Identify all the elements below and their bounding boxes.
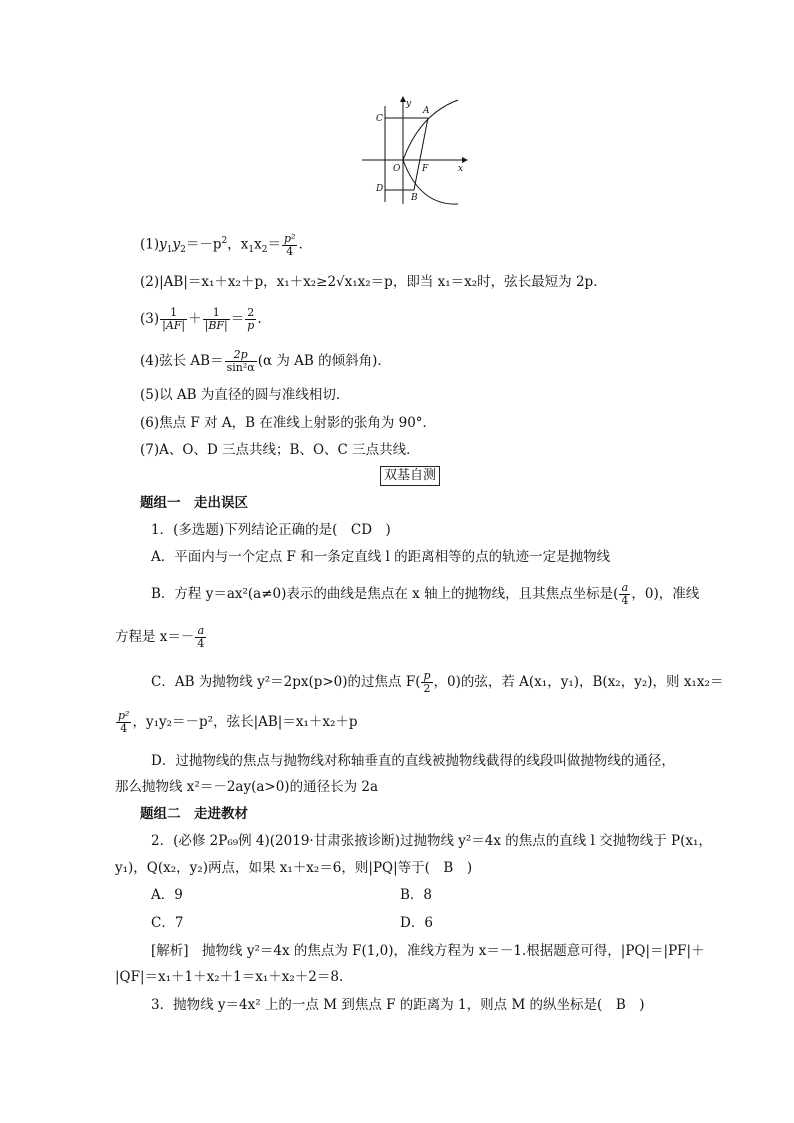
property-5: (5)以 AB 为直径的圆与准线相切． (140, 387, 350, 403)
question-1-option-b-cont: 方程是 x＝－ $\frac{a}{4}$ (115, 624, 205, 650)
question-3: 3．抛物线 y＝4x² 上的一点 M 到焦点 F 的距离为 1，则点 M 的纵坐标是( B ) (151, 997, 645, 1013)
parabola-figure (358, 94, 470, 206)
solution-line-1: [解析] 抛物线 y²＝4x 的焦点为 F(1,0)，准线方程为 x＝－1.根据题意可得，|PQ|＝|PF|＋ (151, 943, 705, 959)
property-7: (7)A、O、D 三点共线；B、O、C 三点共线． (140, 442, 420, 458)
question-1-option-d-cont: 那么抛物线 x²＝－2ay(a>0)的通径长为 2a (115, 779, 378, 795)
label-C: C (376, 114, 383, 124)
question-1: 1．(多选题)下列结论正确的是( CD ) (151, 522, 391, 538)
question-1-option-a: A．平面内与一个定点 F 和一条定直线 l 的距离相等的点的轨迹一定是抛物线 (151, 549, 611, 565)
question-2-option-b: B．8 (400, 887, 433, 903)
label-y: y (406, 99, 412, 109)
question-2: 2．(必修 2P₆₉例 4)(2019·甘肃张掖诊断)过抛物线 y²＝4x 的焦点的直线 l 交抛物线于 P(x₁， (151, 833, 712, 849)
solution-line-2: |QF|＝x₁＋1＋x₂＋1＝x₁＋x₂＋2＝8. (115, 969, 344, 985)
property-1: $(1)y_1y_2=-p^2$，$x_1x_2=$ $\frac{\text{p²}}{4}$ . (140, 231, 303, 258)
section-box-title: 双基自测 (380, 466, 440, 486)
question-1-option-c: C．AB 为抛物线 y²＝2px(p>0)的过焦点 F( $\frac{p}{2}$ ，0)的弦，若 A(x₁，y₁)，B(x₂，y₂)，则 x₁x₂＝ (151, 669, 724, 695)
question-2-option-a: A．9 (151, 887, 183, 903)
label-D: D (376, 184, 384, 194)
label-A: A (423, 106, 430, 116)
label-B: B (411, 193, 418, 203)
parabola-curve (403, 100, 458, 204)
group-2-heading: 题组二 走进教材 (140, 806, 248, 822)
chord-AB (414, 118, 428, 190)
x-axis-arrow (462, 157, 468, 163)
property-6: (6)焦点 F 对 A，B 在准线上射影的张角为 90°． (140, 415, 437, 431)
question-1-option-d: D．过抛物线的焦点与抛物线对称轴垂直的直线被抛物线截得的线段叫做抛物线的通径， (151, 753, 675, 769)
question-2-option-d: D．6 (400, 915, 433, 931)
property-2: (2)|AB|＝x₁＋x₂＋p，x₁＋x₂≥2√x₁x₂＝p，即当 x₁＝x₂时，弦长最短为 2p． (140, 274, 607, 290)
property-3: (3) $\frac{1}{|AF|}$ ＋ $\frac{1}{|BF|}$ ＝ $\frac{2}{p}$ . (140, 306, 262, 332)
question-2-cont: y₁)，Q(x₂，y₂)两点，如果 x₁＋x₂＝6，则|PQ|等于( B ) (115, 860, 473, 876)
label-x: x (458, 164, 464, 174)
label-O: O (393, 164, 401, 174)
group-1-heading: 题组一 走出误区 (140, 495, 248, 511)
label-F: F (422, 164, 429, 174)
question-1-option-b: B．方程 y＝ax²(a≠0)表示的曲线是焦点在 x 轴上的抛物线，且其焦点坐标是( $\frac{a}{4}$ ，0)，准线 (151, 581, 700, 607)
question-2-option-c: C．7 (151, 915, 184, 931)
property-4: (4)弦长 AB＝ $\frac{2p}{\text{sin²α}}$ (α 为 AB 的倾斜角)． (140, 348, 391, 374)
question-1-option-c-cont: $\frac{\text{p²}}{4}$ ，y₁y₂＝－p²，弦长|AB|＝x₁＋x₂＋p (118, 709, 358, 735)
